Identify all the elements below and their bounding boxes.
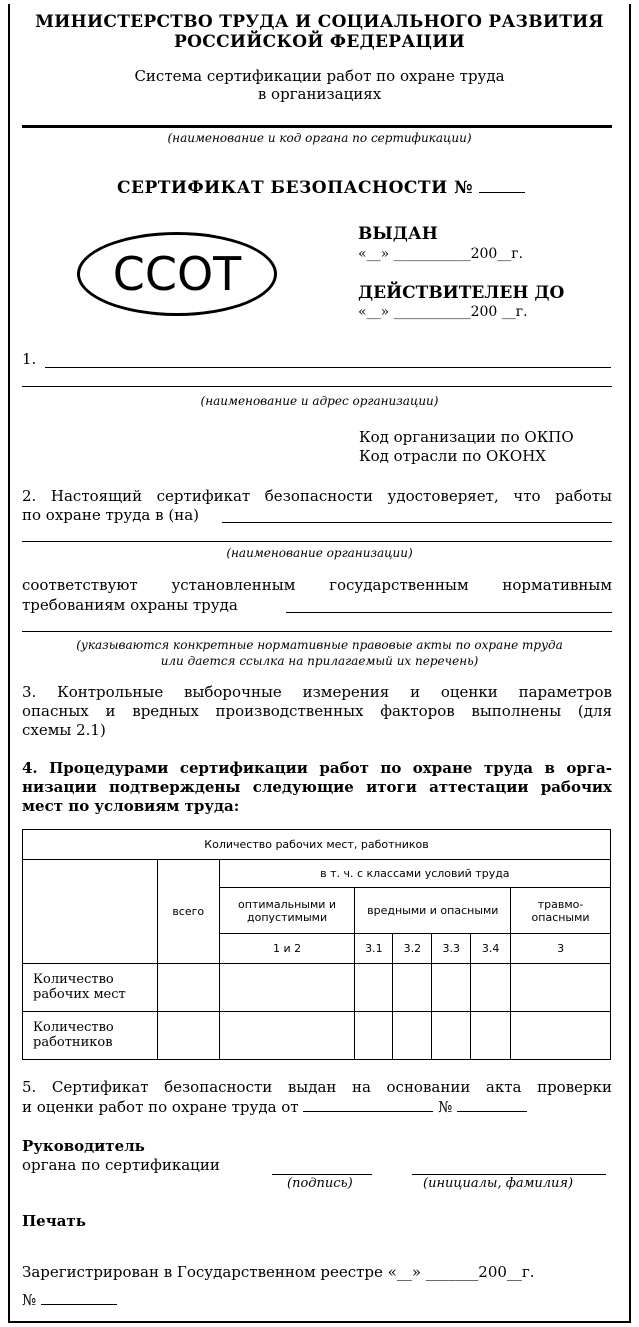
stamp-label: Печать — [22, 1212, 86, 1230]
issued-label: ВЫДАН — [358, 224, 438, 244]
section2-caption2 — [8, 637, 631, 669]
table-cell — [393, 1011, 432, 1059]
ministry-line2: РОССИЙСКОЙ ФЕДЕРАЦИИ — [174, 32, 465, 52]
section2-org-line — [222, 522, 612, 523]
table-header-classes: в т. ч. с классами условий труда — [219, 860, 610, 888]
table-sub-34: 3.4 — [471, 934, 511, 963]
head-label: Руководитель — [22, 1137, 145, 1155]
act-date-blank — [303, 1099, 433, 1112]
system-line1: Система сертификации работ по охране труда — [134, 67, 505, 85]
section2-caption2-line2: или дается ссылка на прилагаемый их перечень) — [160, 654, 479, 668]
act-number-blank — [457, 1099, 527, 1112]
ssot-seal — [77, 232, 277, 316]
section3-line3: схемы 2.1) — [22, 721, 106, 739]
table-cell — [355, 963, 393, 1011]
section3-line1: 3. Контрольные выборочные измерения и оценки параметров — [22, 683, 612, 701]
table-sub-31: 3.1 — [355, 934, 393, 963]
table-cell — [511, 1011, 611, 1059]
section2-norms-line2 — [22, 631, 612, 632]
body-caption: (наименование и код органа по сертификации) — [167, 131, 472, 145]
table-cell — [471, 1011, 511, 1059]
registry-line: Зарегистрирован в Государственном реестре «__» _______200__г. — [22, 1263, 535, 1281]
table-cell — [511, 963, 611, 1011]
table-sub-32: 3.2 — [393, 934, 432, 963]
name-caption: (инициалы, фамилия) — [423, 1176, 574, 1191]
section5-num-sign: № — [438, 1098, 453, 1116]
table-row — [23, 963, 611, 1011]
name-line — [412, 1174, 606, 1175]
registry-number — [22, 1291, 117, 1310]
section2-caption1: (наименование организации) — [226, 546, 413, 560]
section5-text: и оценки работ по охране труда от — [22, 1098, 299, 1116]
table-cell — [432, 963, 471, 1011]
section2-line3: соответствуют установленным государственным нормативным — [22, 576, 612, 594]
section3-line2: опасных и вредных производственных факторов выполнены (для — [22, 702, 612, 720]
header-rule — [22, 125, 612, 128]
registry-num-sign: № — [22, 1291, 37, 1309]
registry-number-blank — [41, 1292, 117, 1305]
table-cell — [355, 1011, 393, 1059]
okpo-label: Код организации по ОКПО — [359, 428, 574, 446]
certificate-title — [117, 178, 525, 198]
section5-line1: 5. Сертификат безопасности выдан на основании акта проверки — [22, 1078, 612, 1096]
signature-caption: (подпись) — [287, 1176, 353, 1191]
valid-label: ДЕЙСТВИТЕЛЕН ДО — [358, 283, 565, 303]
system-title — [8, 67, 631, 103]
table-sub-12: 1 и 2 — [219, 934, 355, 963]
table-row-workplaces-label: Количество рабочих мест — [23, 963, 158, 1011]
table-cell — [157, 1011, 219, 1059]
table-header-main: Количество рабочих мест, работников — [23, 830, 611, 860]
okonh-label: Код отрасли по ОКОНХ — [359, 447, 546, 465]
section2-org-line2 — [22, 541, 612, 542]
section3 — [22, 683, 612, 740]
section4-line1: 4. Процедурами сертификации работ по охране труда в орга- — [22, 759, 612, 777]
table-sub-3: 3 — [511, 934, 611, 963]
org-name-line — [45, 367, 611, 368]
valid-date: «__» ___________200 __г. — [358, 304, 528, 320]
table-cell — [219, 1011, 355, 1059]
table-row — [23, 1011, 611, 1059]
table-row-workers-label: Количество работников — [23, 1011, 158, 1059]
section1-number: 1. — [22, 350, 37, 368]
table-col-trauma: травмо-опасными — [511, 888, 611, 934]
table-header-total: всего — [157, 860, 219, 963]
section1-caption: (наименование и адрес организации) — [200, 394, 439, 408]
table-cell — [471, 963, 511, 1011]
workplaces-table — [22, 829, 611, 1060]
issued-date: «__» ___________200__г. — [358, 246, 524, 262]
section2-line2: по охране труда в (на) — [22, 506, 200, 524]
org-address-line — [22, 386, 612, 387]
table-col-optimal: оптимальными и допустимыми — [219, 888, 355, 934]
ministry-line1: МИНИСТЕРСТВО ТРУДА И СОЦИАЛЬНОГО РАЗВИТИЯ — [35, 12, 604, 32]
section5-line2 — [22, 1098, 527, 1117]
system-line2: в организациях — [257, 85, 382, 103]
certificate-number-blank — [479, 180, 525, 193]
table-sub-33: 3.3 — [432, 934, 471, 963]
section2-line1: 2. Настоящий сертификат безопасности удостоверяет, что работы — [22, 487, 612, 505]
section2-line4: требованиям охраны труда — [22, 596, 238, 614]
table-cell — [432, 1011, 471, 1059]
seal-text: ССОТ — [112, 247, 242, 301]
table-corner-cell — [23, 860, 158, 963]
section2-norms-line — [286, 612, 612, 613]
certificate-title-text: СЕРТИФИКАТ БЕЗОПАСНОСТИ № — [117, 178, 474, 198]
table-cell — [393, 963, 432, 1011]
section4-line2: низации подтверждены следующие итоги аттестации рабочих — [22, 778, 612, 796]
table-cell — [219, 963, 355, 1011]
signature-line — [272, 1174, 372, 1175]
table-col-harmful: вредными и опасными — [355, 888, 511, 934]
section2-caption2-line1: (указываются конкретные нормативные правовые акты по охране труда — [76, 638, 563, 652]
table-cell — [157, 963, 219, 1011]
head-label2: органа по сертификации — [22, 1156, 220, 1174]
ministry-title — [8, 12, 631, 52]
section4 — [22, 759, 612, 816]
section4-line3: мест по условиям труда: — [22, 797, 240, 815]
